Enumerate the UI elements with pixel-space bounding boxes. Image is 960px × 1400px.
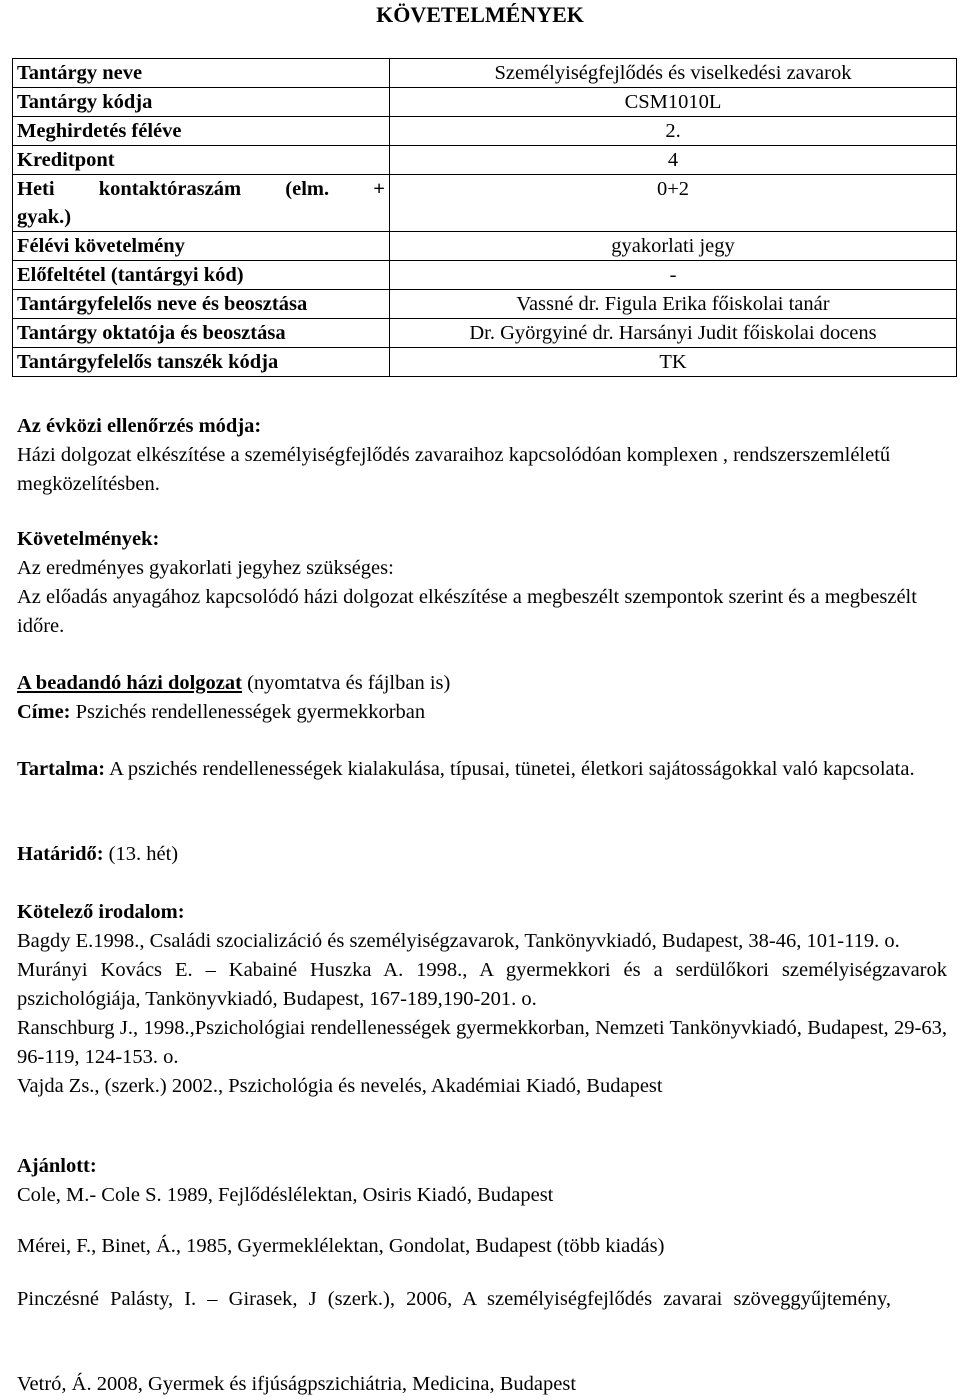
table-row (13, 175, 957, 232)
kovetelmenyek-heading: Követelmények: (17, 528, 160, 550)
kovetelmenyek-line1: Az eredményes gyakorlati jegyhez szükséges: (17, 557, 394, 579)
course-info-table (12, 58, 957, 377)
table-row (13, 117, 957, 146)
ajanlott-item-2-block (17, 1232, 947, 1261)
row-value: Személyiségfejlődés és viselkedési zavarok (390, 59, 957, 88)
hatarido-label: Határidő: (17, 843, 104, 865)
evkozi-section (17, 412, 947, 499)
kovetelmenyek-line2: Az előadás anyagához kapcsolódó házi dolgozat elkészítése a megbeszélt szempontok szerint és a megbeszélt időre. (17, 586, 917, 637)
row-key: Előfeltétel (tantárgyi kód) (13, 261, 390, 290)
hatarido-line (17, 840, 947, 869)
ajanlott-item-4-block (17, 1370, 947, 1399)
beadando-heading: A beadandó házi dolgozat (17, 672, 242, 694)
cime-label: Címe: (17, 701, 71, 723)
row-value: Vassné dr. Figula Erika főiskolai tanár (390, 290, 957, 319)
row-key: Tantárgyfelelős neve és beosztása (13, 290, 390, 319)
list-item: Vetró, Á. 2008, Gyermek és ifjúságpszichiátria, Medicina, Budapest (17, 1373, 577, 1395)
table-row (13, 232, 957, 261)
list-item: Bagdy E.1998., Családi szocializáció és személyiségzavarok, Tankönyvkiadó, Budapest, 38-46, 101-119. o. (17, 930, 900, 952)
row-value: 4 (390, 146, 957, 175)
row-key: Meghirdetés féléve (13, 117, 390, 146)
tartalma-label: Tartalma: (17, 758, 106, 780)
beadando-line (17, 669, 947, 698)
list-item: Vajda Zs., (szerk.) 2002., Pszichológia és nevelés, Akadémiai Kiadó, Budapest (17, 1075, 663, 1097)
tartalma-line (17, 755, 947, 784)
row-key: Tantárgyfelelős tanszék kódja (13, 348, 390, 377)
row-value: 2. (390, 117, 957, 146)
ajanlott-item-3-block (17, 1285, 947, 1314)
hatarido-section (17, 840, 947, 869)
row-key: Tantárgy neve (13, 59, 390, 88)
row-value: Dr. Györgyiné dr. Harsányi Judit főiskolai docens (390, 319, 957, 348)
list-item: Ranschburg J., 1998.,Pszichológiai rendellenességek gyermekkorban, Nemzeti Tankönyvkiadó, Budapest, 29-63, 96-119, 124-153. o. (17, 1017, 947, 1068)
list-item: Cole, M.- Cole S. 1989, Fejlődéslélektan, Osiris Kiadó, Budapest (17, 1184, 554, 1206)
row-value: 0+2 (390, 175, 957, 232)
hatarido-value: (13. hét) (103, 843, 179, 865)
kotelezo-heading: Kötelező irodalom: (17, 901, 185, 923)
page-title: KÖVETELMÉNYEK (376, 2, 584, 27)
kotelezo-section (17, 898, 947, 1101)
beadando-section (17, 669, 947, 727)
table-row (13, 348, 957, 377)
beadando-note: (nyomtatva és fájlban is) (241, 672, 451, 694)
table-row (13, 146, 957, 175)
row-key: Tantárgy kódja (13, 88, 390, 117)
evkozi-text: Házi dolgozat elkészítése a személyiségfejlődés zavaraihoz kapcsolódóan komplexen , rendszerszemléletű megközelítésben. (17, 444, 891, 495)
table-row (13, 290, 957, 319)
row-value: CSM1010L (390, 88, 957, 117)
row-key: Kreditpont (13, 146, 390, 175)
tartalma-section (17, 755, 947, 784)
row-key: Heti kontaktóraszám (elm. + gyak.) (13, 175, 390, 232)
evkozi-heading: Az évközi ellenőrzés módja: (17, 415, 262, 437)
row-key: Félévi követelmény (13, 232, 390, 261)
table-row (13, 261, 957, 290)
kovetelmenyek-section (17, 525, 947, 641)
table-row (13, 319, 957, 348)
list-item: Mérei, F., Binet, Á., 1985, Gyermeklélektan, Gondolat, Budapest (több kiadás) (17, 1235, 665, 1257)
row-value: - (390, 261, 957, 290)
cime-value: Pszichés rendellenességek gyermekkorban (70, 701, 426, 723)
ajanlott-section (17, 1152, 947, 1210)
list-item: Murányi Kovács E. – Kabainé Huszka A. 1998., A gyermekkori és a serdülőkori személyiségzavarok pszichológiája, Tankönyvkiadó, Budapest, 167-189,190-201. o. (17, 959, 947, 1010)
row-key: Tantárgy oktatója és beosztása (13, 319, 390, 348)
row-value: TK (390, 348, 957, 377)
table-row (13, 59, 957, 88)
list-item: Pinczésné Palásty, I. – Girasek, J (szerk.), 2006, A személyiségfejlődés zavarai szöveggyűjtemény, (17, 1288, 891, 1310)
table-row (13, 88, 957, 117)
cime-line (17, 698, 947, 727)
row-value: gyakorlati jegy (390, 232, 957, 261)
ajanlott-heading: Ajánlott: (17, 1155, 97, 1177)
tartalma-value: A pszichés rendellenességek kialakulása, típusai, tünetei, életkori sajátosságokkal való kapcsolata. (105, 758, 915, 780)
